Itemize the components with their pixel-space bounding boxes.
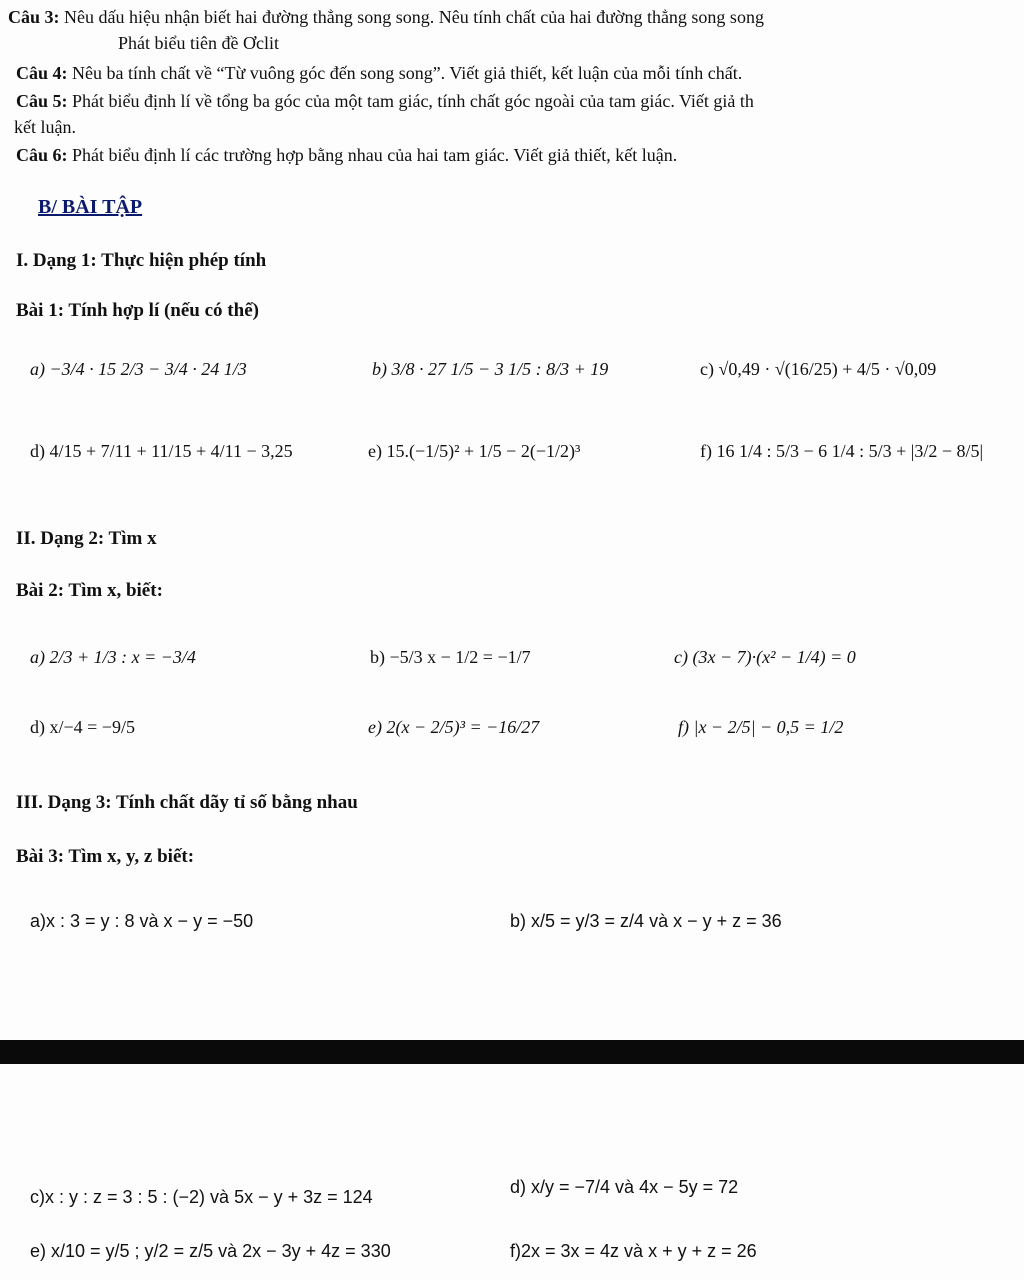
bai3-f: f)2x = 3x = 4z và x + y + z = 26	[510, 1241, 757, 1261]
bai2-d: d) x/−4 = −9/5	[30, 717, 135, 737]
bai3-b: b) x/5 = y/3 = z/4 và x − y + z = 36	[510, 911, 782, 931]
question-5	[16, 90, 754, 112]
bai3-d: d) x/y = −7/4 và 4x − 5y = 72	[510, 1177, 739, 1197]
bai1-a: a) −3/4 · 15 2/3 − 3/4 · 24 1/3	[30, 359, 247, 379]
dang1-title: I. Dạng 1: Thực hiện phép tính	[16, 250, 267, 271]
dang3-title: III. Dạng 3: Tính chất dãy tỉ số bằng nhau	[16, 792, 358, 813]
question-4	[16, 62, 742, 84]
bai1-title: Bài 1: Tính hợp lí (nếu có thể)	[16, 300, 259, 321]
question-5-label: Câu 5:	[16, 91, 68, 111]
section-b-heading: B/ BÀI TẬP	[38, 196, 143, 218]
bai1-c: c) √0,49 · √(16/25) + 4/5 · √0,09	[700, 359, 937, 379]
bai3-title: Bài 3: Tìm x, y, z biết:	[16, 846, 195, 867]
bai3-e: e) x/10 = y/5 ; y/2 = z/5 và 2x − 3y + 4z = 330	[30, 1241, 391, 1261]
bai2-f: f) |x − 2/5| − 0,5 = 1/2	[678, 717, 844, 737]
question-3-label: Câu 3:	[8, 7, 60, 27]
dang2-title: II. Dạng 2: Tìm x	[16, 528, 157, 549]
bai1-f: f) 16 1/4 : 5/3 − 6 1/4 : 5/3 + |3/2 − 8/5|	[700, 441, 984, 461]
bai2-e: e) 2(x − 2/5)³ = −16/27	[368, 717, 540, 737]
bai1-d: d) 4/15 + 7/11 + 11/15 + 4/11 − 3,25	[30, 441, 293, 461]
question-3-text: Nêu dấu hiệu nhận biết hai đường thẳng song song. Nêu tính chất của hai đường thẳng song song	[59, 7, 764, 27]
bai1-e: e) 15.(−1/5)² + 1/5 − 2(−1/2)³	[368, 441, 581, 461]
question-3-line2: Phát biểu tiên đề Ơclit	[118, 33, 279, 53]
black-band	[0, 1040, 1024, 1064]
question-6-text: Phát biểu định lí các trường hợp bằng nhau của hai tam giác. Viết giả thiết, kết luận.	[67, 145, 678, 165]
bai1-b: b) 3/8 · 27 1/5 − 3 1/5 : 8/3 + 19	[372, 359, 609, 379]
question-5-line2: kết luận.	[14, 117, 76, 137]
bai2-a: a) 2/3 + 1/3 : x = −3/4	[30, 647, 196, 667]
bai2-title: Bài 2: Tìm x, biết:	[16, 580, 163, 601]
question-4-text: Nêu ba tính chất về “Từ vuông góc đến song song”. Viết giả thiết, kết luận của mỗi tính chất.	[67, 63, 743, 83]
bai2-c: c) (3x − 7)·(x² − 1/4) = 0	[674, 647, 856, 667]
bai2-b: b) −5/3 x − 1/2 = −1/7	[370, 647, 531, 667]
question-5-text: Phát biểu định lí về tổng ba góc của một tam giác, tính chất góc ngoài của tam giác. Viết giả th	[67, 91, 754, 111]
question-6	[16, 144, 677, 166]
question-4-label: Câu 4:	[16, 63, 68, 83]
bai3-c: c)x : y : z = 3 : 5 : (−2) và 5x − y + 3z = 124	[30, 1187, 373, 1207]
bai3-a: a)x : 3 = y : 8 và x − y = −50	[30, 911, 254, 931]
question-6-label: Câu 6:	[16, 145, 68, 165]
question-3	[8, 6, 764, 28]
